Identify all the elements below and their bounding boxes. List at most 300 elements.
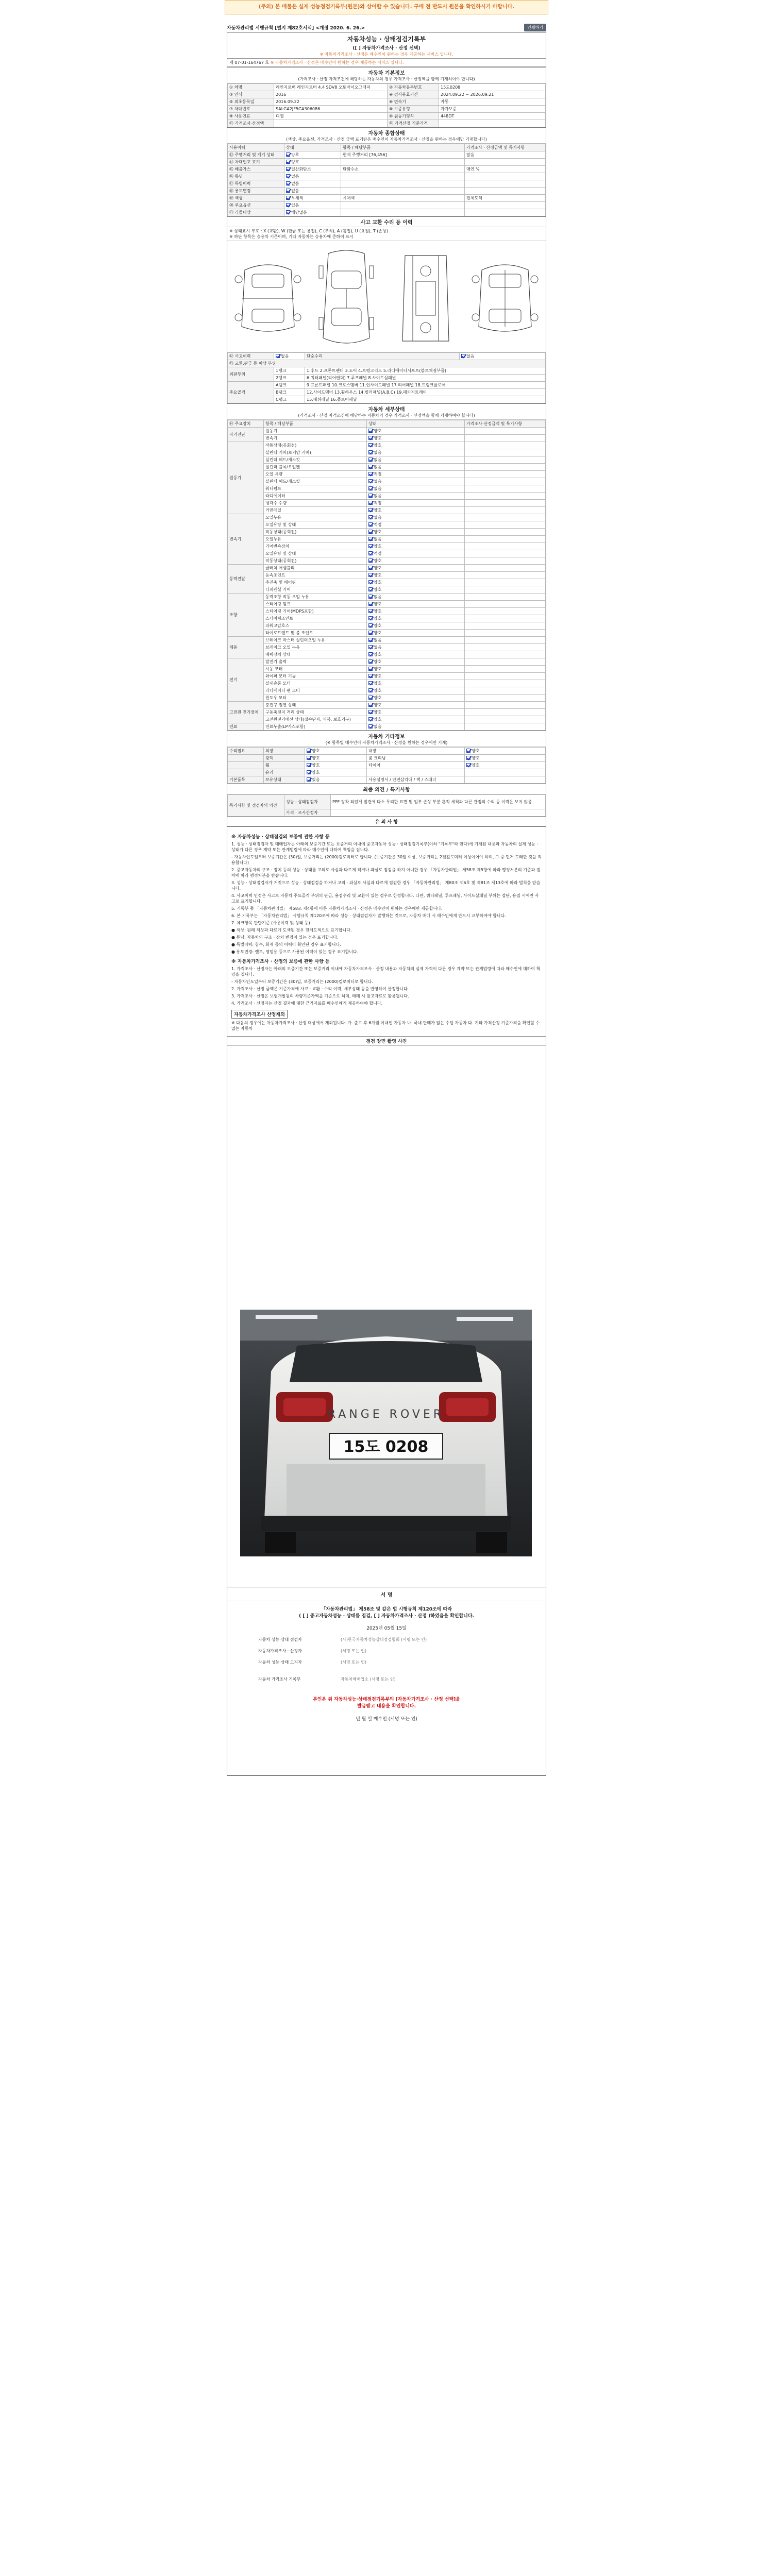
detail-row <box>228 716 546 723</box>
status-value: 양호 <box>374 429 382 433</box>
detail-status-cell <box>367 565 465 572</box>
checkbox-checked-icon <box>286 189 290 193</box>
detail-status-cell <box>367 694 465 702</box>
detail-status-cell <box>367 673 465 680</box>
opinion-appraiser-label: 가격 · 조사산정자 <box>284 809 331 817</box>
detail-item-label: 기어변속장치 <box>264 543 367 550</box>
notes-paragraph: 3. 가격조사 · 산정은 보험개발원의 차량기준가액을 기준으로 하며, 매매 시 참고자료로 활용됩니다. <box>231 994 409 998</box>
detail-item-label: 라디에이터 <box>264 493 367 500</box>
detail-status-cell <box>367 557 465 565</box>
detail-note <box>465 507 546 514</box>
etc-subtitle: (※ 항목별 매수인이 자동차가격조사 · 산정을 원하는 경우에만 기재) <box>325 740 448 745</box>
checkbox-checked-icon <box>307 756 311 760</box>
basic-info-value: SALGA2JF5GA306086 <box>274 106 388 113</box>
status-note: 매연 % <box>465 166 546 173</box>
checkbox-checked-icon <box>368 674 373 678</box>
detail-row <box>228 658 546 666</box>
detail-row <box>228 428 546 435</box>
checkbox-checked-icon <box>368 515 373 519</box>
print-button[interactable]: 인쇄하기 <box>524 24 546 31</box>
status-value: 무채색 <box>291 196 304 200</box>
status-value: 양호 <box>374 674 382 679</box>
notes-paragraph: 4. 사고이력 인정은 사고로 자동차 주요골격 부위의 판금, 용접수리 및 교환이 있는 경우로 한정합니다. 다만, 쿼터패널, 루프패널, 사이드실패널 부위는 절단, 용접 시에만 사고로 표기합니다. <box>231 893 539 904</box>
detail-item-label: 시동 모터 <box>264 666 367 673</box>
notes-paragraph: 3. 성능 · 상태점검자가 거짓으로 성능 · 상태점검을 하거나 고의 · 과실로 사실과 다르게 점검한 경우 「자동차관리법」 제80조 제6호 및 제81조 제13호에 따라 벌칙을 받습니다. <box>231 880 541 891</box>
detail-item-label: 동력조향 작동 오일 누유 <box>264 594 367 601</box>
main-c-items: 15.대쉬패널 16.플로어패널 <box>305 396 546 403</box>
status-check-cell <box>284 151 341 159</box>
basic-info-header <box>227 67 546 83</box>
status-value: 양호 <box>312 763 320 768</box>
checkbox-checked-icon <box>466 763 470 767</box>
basic-info-row <box>228 113 546 120</box>
status-value: 양호 <box>374 696 382 700</box>
detail-row <box>228 521 546 529</box>
detail-item-label: 라디에이터 팬 모터 <box>264 687 367 694</box>
checkbox-checked-icon <box>368 450 373 454</box>
status-item-label: ⑳ 주요옵션 <box>228 202 284 209</box>
signature-row <box>258 1676 546 1682</box>
detail-note <box>465 572 546 579</box>
basic-info-value: 2016.09.22 <box>274 98 388 106</box>
detail-row <box>228 464 546 471</box>
detail-item-label: 작동상태(공회전) <box>264 557 367 565</box>
detail-note <box>465 694 546 702</box>
detail-row <box>228 622 546 630</box>
checkbox-checked-icon <box>368 609 373 613</box>
detail-item-label: 스티어링 기어(MDPS포함) <box>264 608 367 615</box>
status-row <box>228 188 546 195</box>
status-value: 없음 <box>374 515 382 520</box>
notes-paragraph: ※ 다음의 경우에는 자동차가격조사 · 산정 대상에서 제외됩니다. 가. 출고 후 6개월 이내인 자동차 나. 국내 판매가 없는 수입 자동차 다. 기타 가격산정 기준가격을 확인할 수 없는 자동차 <box>231 1021 540 1031</box>
basic-info-label: ⑤ 최초등록일 <box>228 98 274 106</box>
detail-status-cell <box>367 471 465 478</box>
status-value: 없음 <box>374 479 382 484</box>
status-value: 양호 <box>374 609 382 614</box>
checkbox-checked-icon <box>368 457 373 462</box>
detail-note <box>465 493 546 500</box>
detail-group-label: 제동 <box>228 637 264 658</box>
detail-note <box>465 723 546 731</box>
signature-value: (사)한국자동차성능상태점검협회 (서명 또는 인) <box>341 1637 427 1642</box>
detail-note <box>465 449 546 456</box>
status-detail: 유채색 <box>341 195 465 202</box>
status-check-cell <box>284 173 341 180</box>
detail-item-label: 발전기 출력 <box>264 658 367 666</box>
notes-list-3 <box>231 1020 542 1031</box>
doc-no-suffix: 호 <box>265 60 270 65</box>
detail-note <box>465 680 546 687</box>
detail-item-label: 실린더 블록/오일팬 <box>264 464 367 471</box>
status-item-label: ⑲ 색상 <box>228 195 284 202</box>
outer-rank2-items: 6.쿼터패널(리어펜더) 7.루프패널 8.사이드실패널 <box>305 375 546 382</box>
basic-info-label: ⑫ 가격산정 기준가격 <box>388 120 439 127</box>
detail-status-cell <box>367 579 465 586</box>
basic-info-row <box>228 91 546 98</box>
etc-row <box>228 769 546 776</box>
status-value: 양호 <box>374 587 382 592</box>
detail-note <box>465 630 546 637</box>
status-check-cell <box>284 188 341 195</box>
checkbox-checked-icon <box>368 652 373 656</box>
detail-status-cell <box>367 709 465 716</box>
checkbox-checked-icon <box>368 573 373 577</box>
detail-row <box>228 478 546 485</box>
detail-status-cell <box>367 478 465 485</box>
etc-item-2: 내장 <box>367 748 465 755</box>
detail-item-label: 스티어링 펌프 <box>264 601 367 608</box>
checkbox-checked-icon <box>307 749 311 753</box>
basic-info-label: ⑩ 원동기형식 <box>388 113 439 120</box>
opinion-inspector-label: 성능 · 상태점검자 <box>284 795 331 809</box>
detail-row <box>228 644 546 651</box>
status-value: 양호 <box>374 602 382 606</box>
status-value: 양호 <box>374 710 382 715</box>
checkbox-checked-icon <box>286 174 290 178</box>
checkbox-checked-icon <box>368 659 373 664</box>
detail-item-label: 작동상태(공회전) <box>264 529 367 536</box>
detail-note <box>465 651 546 658</box>
status-item-label: ⑭ 차대번호 표기 <box>228 159 284 166</box>
opinion-inspector-value: PPF 장착 되었게 발견에 다소 무리한 표면 및 일부 손상 부분 흔적 세척과 다른 관점의 수리 등 이력은 보지 않음 <box>331 795 546 809</box>
checkbox-checked-icon <box>368 602 373 606</box>
detail-item-label: 오일누유 <box>264 536 367 543</box>
detail-row <box>228 651 546 658</box>
main-a-label: A랭크 <box>274 382 305 389</box>
detail-note <box>465 615 546 622</box>
etc-item-label: 유리 <box>264 769 305 776</box>
status-note <box>465 209 546 216</box>
status-value: 없음 <box>374 494 382 498</box>
detail-group-label: 원동기 <box>228 442 264 514</box>
detail-note <box>465 687 546 694</box>
report-container <box>227 23 546 1776</box>
signature-rows <box>227 1637 546 1682</box>
notes-paragraph: 7. 체크항목 판단기준 (사용이력 및 상태 등) <box>231 921 310 925</box>
checkbox-checked-icon <box>368 681 373 685</box>
checkbox-checked-icon <box>307 770 311 774</box>
status-item-label: ⑰ 특별이력 <box>228 180 284 188</box>
status-note: 전체도색 <box>465 195 546 202</box>
detail-row <box>228 507 546 514</box>
checkbox-checked-icon <box>368 465 373 469</box>
status-detail <box>341 180 465 188</box>
detail-status-cell <box>367 529 465 536</box>
etc-row <box>228 762 546 769</box>
outer-rank1-items: 1.후드 2.프론트펜더 3.도어 4.트렁크리드 5.라디에이터서포트(볼트체결부품) <box>305 367 546 375</box>
basic-info-label: ⑦ 차대번호 <box>228 106 274 113</box>
checkbox-checked-icon <box>286 203 290 207</box>
accident-history-value <box>274 353 305 360</box>
final-line-2: 발급받고 내용을 확인합니다. <box>357 1704 416 1709</box>
outer-rank2-label: 2랭크 <box>274 375 305 382</box>
status-value: 양호 <box>472 763 480 768</box>
etc-title: 자동차 기타정보 <box>368 734 405 740</box>
detail-row <box>228 442 546 449</box>
notes-heading-2: ※ 자동차가격조사 · 산정의 보증에 관한 사항 등 <box>231 959 330 964</box>
status-value: 양호 <box>312 770 320 775</box>
checkbox-checked-icon <box>368 429 373 433</box>
declaration-line-2: ( [ ] 중고자동차성능 · 상태를 점검, [ ] 자동차가격조사 · 산정 )하였음을 확인합니다. <box>299 1614 474 1619</box>
status-value: 양호 <box>472 756 480 760</box>
subtitle: ([ ] 자동차가격조사 · 산정 선택) <box>352 46 421 51</box>
detail-item-label: 오일누유 <box>264 514 367 521</box>
signature-role: 자동차 성능·상태 점검자 <box>258 1637 302 1642</box>
status-column-header: 사용이력 <box>228 144 284 151</box>
signature-row <box>258 1637 546 1642</box>
status-note <box>465 180 546 188</box>
doc-no-warning: ※ 자동차가격조사 · 산정은 매수인이 원하는 경우 제공하는 서비스 입니다. <box>270 60 404 65</box>
status-value: 없음 <box>374 537 382 541</box>
detail-note <box>465 637 546 644</box>
status-value: 없음 <box>374 457 382 462</box>
etc-item-2 <box>367 769 465 776</box>
status-check-cell <box>284 180 341 188</box>
detail-status-cell <box>367 666 465 673</box>
status-check-cell <box>284 202 341 209</box>
checkbox-checked-icon <box>368 436 373 440</box>
etc-status-cell-2 <box>465 769 546 776</box>
detail-title: 자동차 세부상태 <box>368 407 405 413</box>
accident-history-label: ⑫ 사고이력 <box>228 353 274 360</box>
status-check-cell <box>284 195 341 202</box>
status-column-header: 항목 / 해당부품 <box>341 144 465 151</box>
detail-header <box>227 403 546 420</box>
status-value: 해당없음 <box>291 210 307 215</box>
checkbox-checked-icon <box>286 160 290 164</box>
basic-info-row <box>228 98 546 106</box>
status-item-label: ⑯ 튜닝 <box>228 173 284 180</box>
status-value: 양호 <box>312 756 320 760</box>
checkbox-checked-icon <box>368 724 373 728</box>
status-check-cell <box>284 166 341 173</box>
detail-note <box>465 521 546 529</box>
title: 자동차성능 · 상태점검기록부 <box>347 36 426 43</box>
detail-group-label: 조향 <box>228 594 264 637</box>
detail-status-cell <box>367 680 465 687</box>
basic-info-table <box>227 83 546 127</box>
status-value: 적정 <box>374 551 382 556</box>
checkbox-checked-icon <box>368 638 373 642</box>
detail-note <box>465 442 546 449</box>
signature-date: 2025년 05월 15일 <box>366 1626 407 1631</box>
detail-note <box>465 514 546 521</box>
basic-info-label: ⑧ 보증유형 <box>388 106 439 113</box>
detail-note <box>465 550 546 557</box>
basic-info-row <box>228 120 546 127</box>
status-item-label: ㉑ 리콜대상 <box>228 209 284 216</box>
detail-item-label: 원동기 <box>264 428 367 435</box>
etc-row <box>228 776 546 784</box>
checkbox-checked-icon <box>461 354 465 358</box>
detail-item-label: 스티어링조인트 <box>264 615 367 622</box>
checkbox-checked-icon <box>368 508 373 512</box>
detail-row <box>228 694 546 702</box>
status-value: 없음 <box>291 181 299 186</box>
detail-group-label: 변속기 <box>228 514 264 565</box>
detail-row <box>228 579 546 586</box>
detail-status-cell <box>367 536 465 543</box>
detail-row <box>228 702 546 709</box>
etc-group-label: 기본품목 <box>228 776 264 784</box>
status-detail <box>341 202 465 209</box>
status-value: 양호 <box>374 703 382 707</box>
detail-column-header: 항목 / 해당부품 <box>264 420 367 428</box>
status-row <box>228 151 546 159</box>
status-check-cell <box>284 159 341 166</box>
status-value: 양호 <box>374 566 382 570</box>
detail-item-label: 오일유량 및 상태 <box>264 521 367 529</box>
checkbox-checked-icon <box>368 616 373 620</box>
detail-note <box>465 586 546 594</box>
notes-paragraph: 1. 성능 · 상태점검자 및 매매업자는 아래의 보증기간 또는 보증거리 이내에 중고자동차 성능 · 상태점검기록부(이하 "기록부"라 한다)에 기재된 내용과 자동차의 실제 성능 · 상태가 다른 경우 계약 또는 관계법령에 따라 매수인에 대하여 책임을 집니다. <box>231 842 538 852</box>
basic-info-value <box>439 120 546 127</box>
checkbox-checked-icon <box>368 688 373 692</box>
checkbox-checked-icon <box>368 537 373 541</box>
checkbox-checked-icon <box>368 645 373 649</box>
accident-table <box>227 352 546 403</box>
detail-status-cell <box>367 637 465 644</box>
status-value: 양호 <box>374 717 382 722</box>
detail-status-cell <box>367 449 465 456</box>
checkbox-checked-icon <box>368 703 373 707</box>
checkbox-checked-icon <box>368 558 373 563</box>
notes-paragraph: 2. 가격조사 · 산정 금액은 기준가격에 사고 · 교환 · 수리 이력, 세부상태 등을 반영하여 산정합니다. <box>231 987 409 991</box>
detail-note <box>465 594 546 601</box>
checkbox-checked-icon <box>368 494 373 498</box>
etc-group-label <box>228 755 264 762</box>
detail-row <box>228 723 546 731</box>
detail-status-cell <box>367 442 465 449</box>
basic-info-subtitle: (가격조사 · 산정 자격조건에 해당하는 자동차의 경우 가격조사 · 산정액을 함께 기재하여야 합니다) <box>298 77 475 81</box>
outer-rank1-label: 1랭크 <box>274 367 305 375</box>
status-value: 양호 <box>374 667 382 671</box>
detail-row <box>228 601 546 608</box>
notes-paragraph: 1. 가격조사 · 산정자는 아래의 보증기간 또는 보증거리 이내에 자동차가격조사 · 산정 내용과 자동차의 실제 가격이 다른 경우 계약 또는 관계법령에 따라 매수인에 대하여 책임을 집니다. <box>231 967 541 977</box>
checkbox-checked-icon <box>466 749 470 753</box>
detail-note <box>465 428 546 435</box>
checkbox-checked-icon <box>286 210 290 214</box>
etc-status-cell-2 <box>465 776 546 784</box>
detail-item-label: 변속기 <box>264 435 367 442</box>
detail-item-label: 추진축 및 베어링 <box>264 579 367 586</box>
detail-item-label: 실린더 커버(로커암 커버) <box>264 449 367 456</box>
status-detail <box>341 188 465 195</box>
status-row <box>228 173 546 180</box>
detail-note <box>465 565 546 572</box>
license-plate-text: 15도 0208 <box>343 1438 429 1456</box>
detail-status-cell <box>367 550 465 557</box>
warning-banner: (주의) 본 매물은 실제 성능점검기록부(원본)와 상이할 수 있습니다. 구매 전 반드시 원본을 확인하시기 바랍니다. <box>225 0 548 14</box>
detail-note <box>465 464 546 471</box>
basic-info-label: ⑥ 변속기 <box>388 98 439 106</box>
etc-status-cell <box>305 748 367 755</box>
signature-role: 자동차가격조사 · 산정자 <box>258 1649 302 1653</box>
notes-paragraph: ● 색상: 원래 색상과 다르게 도색된 경우 전체도색으로 표기합니다. <box>231 928 352 933</box>
detail-column-header: ⑭ 주요장치 <box>228 420 264 428</box>
detail-subtitle: (가격조사 · 산정 자격조건에 해당하는 자동차의 경우 가격조사 · 산정액을 함께 기재하여야 합니다) <box>298 413 475 418</box>
detail-item-label: 작동상태(공회전) <box>264 442 367 449</box>
status-table <box>227 144 546 216</box>
checkbox-checked-icon <box>368 501 373 505</box>
detail-row <box>228 608 546 615</box>
exchange-label: ⑬ 교환,판금 등 이상 부위 <box>228 360 546 367</box>
etc-item-2: 사용설명서 / 안전삼각대 / 잭 / 스패너 <box>367 776 465 784</box>
detail-item-label: 워터펌프 <box>264 485 367 493</box>
detail-status-cell <box>367 622 465 630</box>
detail-item-label: 배력장치 상태 <box>264 651 367 658</box>
opinion-label: 특기사항 및 점검자의 의견 <box>228 795 284 817</box>
doc-no-label: 제 <box>229 60 233 65</box>
status-value: 양호 <box>291 152 299 157</box>
checkbox-checked-icon <box>368 486 373 490</box>
basic-info-row <box>228 84 546 91</box>
detail-status-cell <box>367 514 465 521</box>
detail-note <box>465 622 546 630</box>
accident-title: 사고 교환 수리 등 이력 <box>360 220 413 226</box>
status-header <box>227 127 546 144</box>
checkbox-checked-icon <box>368 717 373 721</box>
notes-title: 유 의 사 항 <box>227 817 546 826</box>
detail-item-label: 등속조인트 <box>264 572 367 579</box>
status-value: 없음 <box>374 450 382 455</box>
detail-status-cell <box>367 435 465 442</box>
checkbox-checked-icon <box>286 196 290 200</box>
notes-paragraph: - 자동차인도일부터 보증기간은 (30)일, 보증거리는 (2000)킬로미터로 합니다. <box>231 979 373 984</box>
checkbox-checked-icon <box>368 696 373 700</box>
basic-info-value <box>274 120 388 127</box>
detail-status-cell <box>367 658 465 666</box>
status-value: 양호 <box>374 508 382 513</box>
etc-table <box>227 747 546 784</box>
detail-status-cell <box>367 716 465 723</box>
detail-status-cell <box>367 594 465 601</box>
detail-row <box>228 471 546 478</box>
status-column-header: 상태 <box>284 144 341 151</box>
detail-row <box>228 680 546 687</box>
status-value: 없음 <box>374 645 382 650</box>
status-detail <box>341 209 465 216</box>
opinion-table <box>227 794 546 817</box>
detail-row <box>228 615 546 622</box>
detail-status-cell <box>367 521 465 529</box>
detail-status-cell <box>367 601 465 608</box>
checkbox-checked-icon <box>276 354 280 358</box>
basic-info-value: 자가보증 <box>439 106 546 113</box>
checkbox-checked-icon <box>368 631 373 635</box>
status-value: 양호 <box>374 580 382 585</box>
detail-status-cell <box>367 586 465 594</box>
detail-item-label: 와이퍼 모터 기능 <box>264 673 367 680</box>
status-value: 없음 <box>374 486 382 491</box>
status-value: 적정 <box>374 522 382 527</box>
etc-group-label: 수리필요 <box>228 748 264 755</box>
detail-note <box>465 529 546 536</box>
status-detail: 탄화수소 <box>341 166 465 173</box>
checkbox-checked-icon <box>286 181 290 185</box>
detail-row <box>228 586 546 594</box>
detail-note <box>465 500 546 507</box>
detail-note <box>465 543 546 550</box>
status-row <box>228 159 546 166</box>
detail-status-cell <box>367 644 465 651</box>
detail-row <box>228 543 546 550</box>
status-value: 양호 <box>374 659 382 664</box>
buyer-signature: 년 월 일 매수인 (서명 또는 인) <box>356 1717 417 1722</box>
detail-status-cell <box>367 651 465 658</box>
notes-paragraph: ● 튜닝: 자동차의 구조 · 장치 변경이 있는 경우 표기합니다. <box>231 935 339 940</box>
opinion-title: 최종 의견 / 특기사항 <box>363 787 410 793</box>
